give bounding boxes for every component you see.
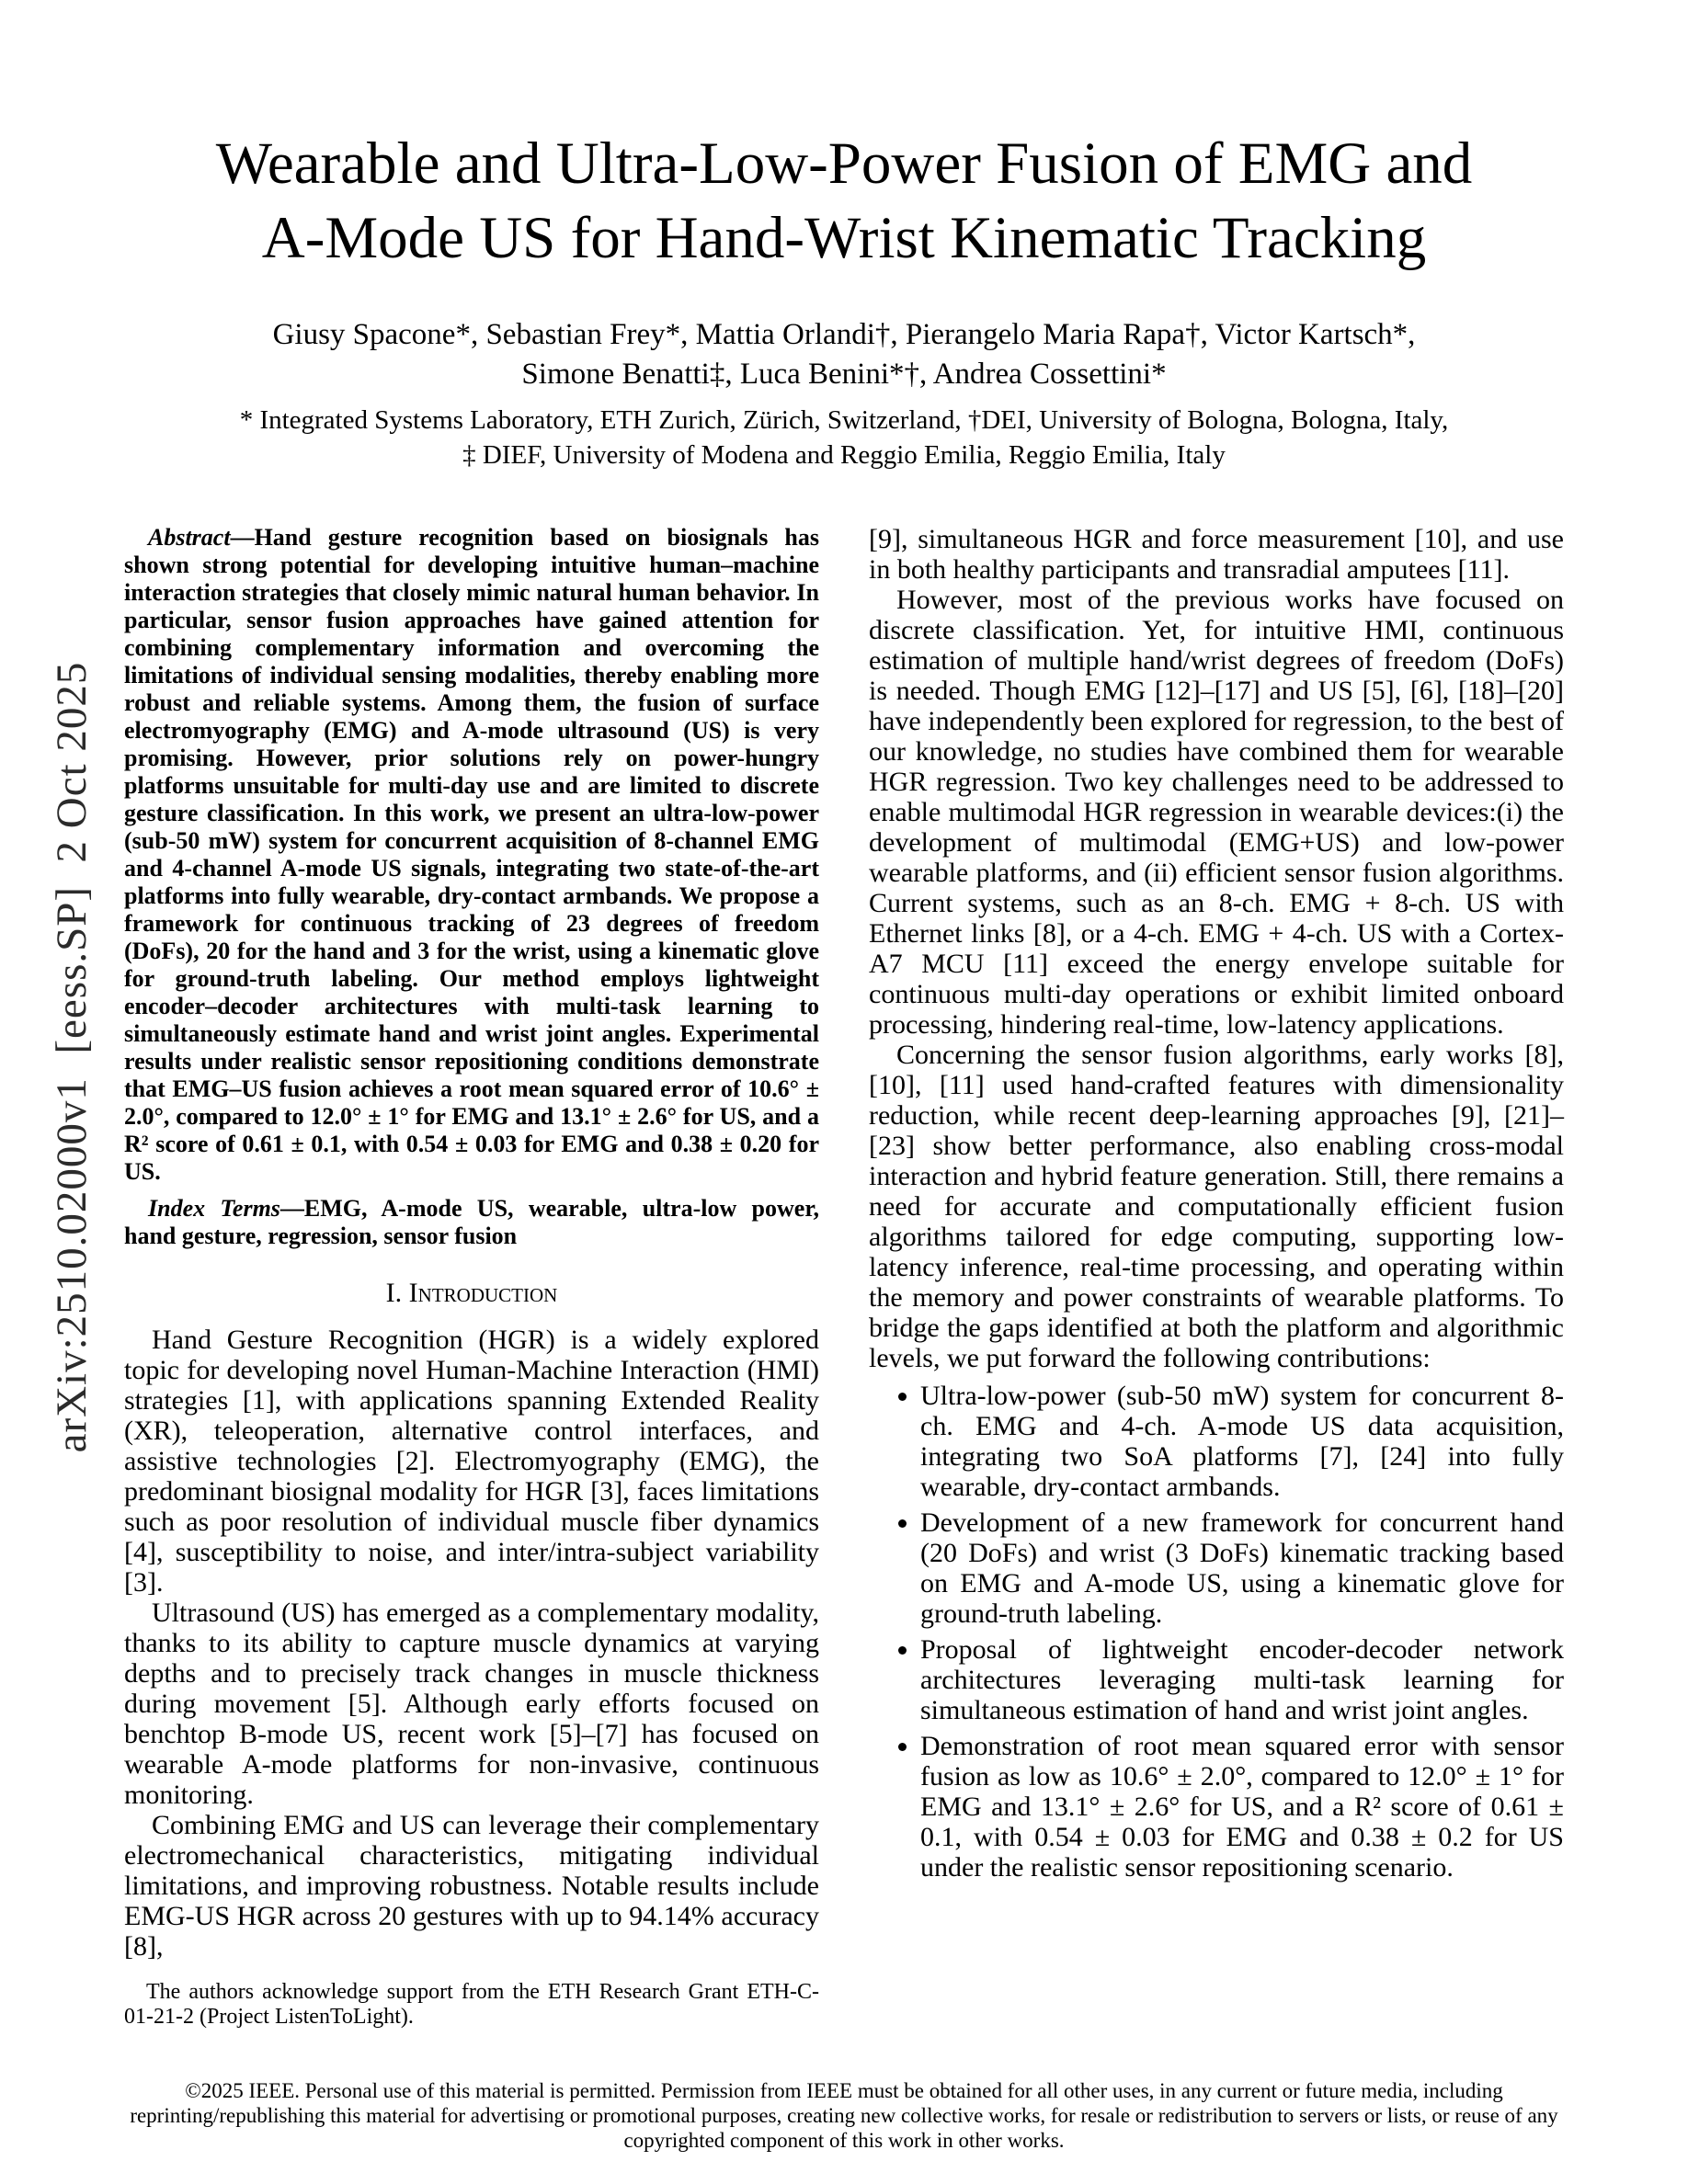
body-paragraph-fusion-algorithms: Concerning the sensor fusion algorithms, early works [8], [10], [11] used hand-crafted features with dimensionality reduction, while recent deep-learning approaches [9], [21]–[23] show better performance, also enabling cross-modal interaction and hybrid feature generation. Still, there remains a need for accurate and computationally efficient fusion algorithms tailored for edge computing, supporting low-latency inference, real-time processing, and operating within the memory and power constraints of wearable platforms. To bridge the gaps identified at both the platform and algorithmic levels, we put forward the following contributions: bbox=[869, 1040, 1564, 1374]
column-left bbox=[124, 524, 819, 2030]
affiliation-line-1: * Integrated Systems Laboratory, ETH Zurich, Zürich, Switzerland, †DEI, University of Bologna, Bologna, Italy, bbox=[239, 404, 1449, 435]
author-list bbox=[124, 315, 1564, 395]
section-heading-introduction: I. Introduction bbox=[385, 1278, 558, 1309]
copyright-notice: ©2025 IEEE. Personal use of this material is permitted. Permission from IEEE must be obtained for all other uses, in any current or future media, including reprinting/republishing this material for advertising or promotional purposes, creating new collective works, for resale or redistribution to servers or lists, or reuse of any copyrighted component of this work in other works. bbox=[130, 2079, 1558, 2152]
author-line-2: Simone Benatti‡, Luca Benini*†, Andrea Cossettini* bbox=[521, 358, 1167, 392]
paper-title-line-2: A-Mode US for Hand-Wrist Kinematic Tracking bbox=[261, 205, 1427, 272]
contributions-list bbox=[869, 1381, 1564, 1883]
index-terms-label: Index Terms bbox=[148, 1195, 280, 1223]
abstract-paragraph bbox=[124, 524, 819, 1186]
abstract-label: Abstract bbox=[148, 524, 231, 552]
body-paragraph-continuation: [9], simultaneous HGR and force measurement [10], and use in both healthy participants and transradial amputees [11]. bbox=[869, 524, 1564, 586]
contribution-item-4: • Demonstration of root mean squared error with sensor fusion as low as 10.6° ± 2.0°, compared to 12.0° ± 1° for EMG and 13.1° ± 2.6° for US, and a R² score of 0.61 ± 0.1, with 0.54 ± 0.03 for EMG and 0.38 ± 0.2 for US under the realistic sensor repositioning scenario. bbox=[920, 1731, 1564, 1883]
intro-paragraph-1: Hand Gesture Recognition (HGR) is a widely explored topic for developing novel Human-Machine Interaction (HMI) strategies [1], with applications spanning Extended Reality (XR), teleoperation, alternative control interfaces, and assistive technologies [2]. Electromyography (EMG), the predominant biosignal modality for HGR [3], faces limitations such as poor resolution of individual muscle fiber dynamics [4], susceptibility to noise, and inter/intra-subject variability [3]. bbox=[124, 1325, 819, 1598]
intro-paragraph-3: Combining EMG and US can leverage their complementary electromechanical characteristics, mitigating individual limitations, and improving robustness. Notable results include EMG-US HGR across 20 gestures with up to 94.14% accuracy [8], bbox=[124, 1810, 819, 1962]
column-right bbox=[869, 524, 1564, 2030]
contribution-item-3: • Proposal of lightweight encoder-decoder network architectures leveraging multi-task learning for simultaneous estimation of hand and wrist joint angles. bbox=[920, 1634, 1564, 1725]
contribution-item-1: • Ultra-low-power (sub-50 mW) system for concurrent 8-ch. EMG and 4-ch. A-mode US data acquisition, integrating two SoA platforms [7], [24] into fully wearable, dry-contact armbands. bbox=[920, 1381, 1564, 1502]
paper-title bbox=[124, 127, 1564, 277]
index-terms-paragraph bbox=[124, 1195, 819, 1250]
affiliation-line-2: ‡ DIEF, University of Modena and Reggio Emilia, Reggio Emilia, Italy bbox=[462, 439, 1226, 470]
abstract-text: —Hand gesture recognition based on biosignals has shown strong potential for developing intuitive human–machine interaction strategies that closely mimic natural human behavior. In particular, sensor fusion approaches have gained attention for combining complementary information and overcoming the limitations of individual sensing modalities, thereby enabling more robust and reliable systems. Among them, the fusion of surface electromyography (EMG) and A-mode ultrasound (US) is very promising. However, prior solutions rely on power-hungry platforms unsuitable for multi-day use and are limited to discrete gesture classification. In this work, we present an ultra-low-power (sub-50 mW) system for concurrent acquisition of 8-channel EMG and 4-channel A-mode US signals, integrating two state-of-the-art platforms into fully wearable, dry-contact armbands. We propose a framework for continuous tracking of 23 degrees of freedom (DoFs), 20 for the hand and 3 for the wrist, using a kinematic glove for ground-truth labeling. Our method employs lightweight encoder–decoder architectures with multi-task learning to simultaneously estimate hand and wrist joint angles. Experimental results under realistic sensor repositioning conditions demonstrate that EMG–US fusion achieves a root mean squared error of 10.6° ± 2.0°, compared to 12.0° ± 1° for EMG and 13.1° ± 2.6° for US, and a R² score of 0.61 ± 0.1, with 0.54 ± 0.03 for EMG and 0.38 ± 0.20 for US. bbox=[124, 524, 819, 1186]
funding-footnote: The authors acknowledge support from the ETH Research Grant ETH-C-01-21-2 (Project ListenToLight). bbox=[124, 1980, 819, 2030]
intro-paragraph-2: Ultrasound (US) has emerged as a complementary modality, thanks to its ability to capture muscle dynamics at varying depths and to precisely track changes in muscle thickness during movement [5]. Although early efforts focused on benchtop B-mode US, recent work [5]–[7] has focused on wearable A-mode platforms for non-invasive, continuous monitoring. bbox=[124, 1598, 819, 1811]
paper-title-line-1: Wearable and Ultra-Low-Power Fusion of EMG and bbox=[215, 131, 1473, 197]
author-line-1: Giusy Spacone*, Sebastian Frey*, Mattia Orlandi†, Pierangelo Maria Rapa†, Victor Kartsch*, bbox=[272, 317, 1416, 351]
index-terms-text: —EMG, A-mode US, wearable, ultra-low power, hand gesture, regression, sensor fusion bbox=[124, 1195, 819, 1250]
arxiv-stamp: arXiv:2510.02000v1 [eess.SP] 2 Oct 2025 bbox=[48, 661, 96, 1453]
affiliations bbox=[124, 403, 1564, 473]
two-column-body bbox=[124, 524, 1564, 2030]
body-paragraph-challenges: However, most of the previous works have focused on discrete classification. Yet, for intuitive HMI, continuous estimation of multiple hand/wrist degrees of freedom (DoFs) is needed. Though EMG [12]–[17] and US [5], [6], [18]–[20] have independently been explored for regression, to the best of our knowledge, no studies have combined them for wearable HGR regression. Two key challenges need to be addressed to enable multimodal HGR regression in wearable devices:(i) the development of multimodal (EMG+US) and low-power wearable platforms, and (ii) efficient sensor fusion algorithms. Current systems, such as an 8-ch. EMG + 8-ch. US with Ethernet links [8], or a 4-ch. EMG + 4-ch. US with a Cortex-A7 MCU [11] exceed the energy envelope suitable for continuous multi-day operations or exhibit limited onboard processing, hindering real-time, low-latency applications. bbox=[869, 585, 1564, 1041]
contribution-item-2: • Development of a new framework for concurrent hand (20 DoFs) and wrist (3 DoFs) kinematic tracking based on EMG and A-mode US, using a kinematic glove for ground-truth labeling. bbox=[920, 1507, 1564, 1629]
